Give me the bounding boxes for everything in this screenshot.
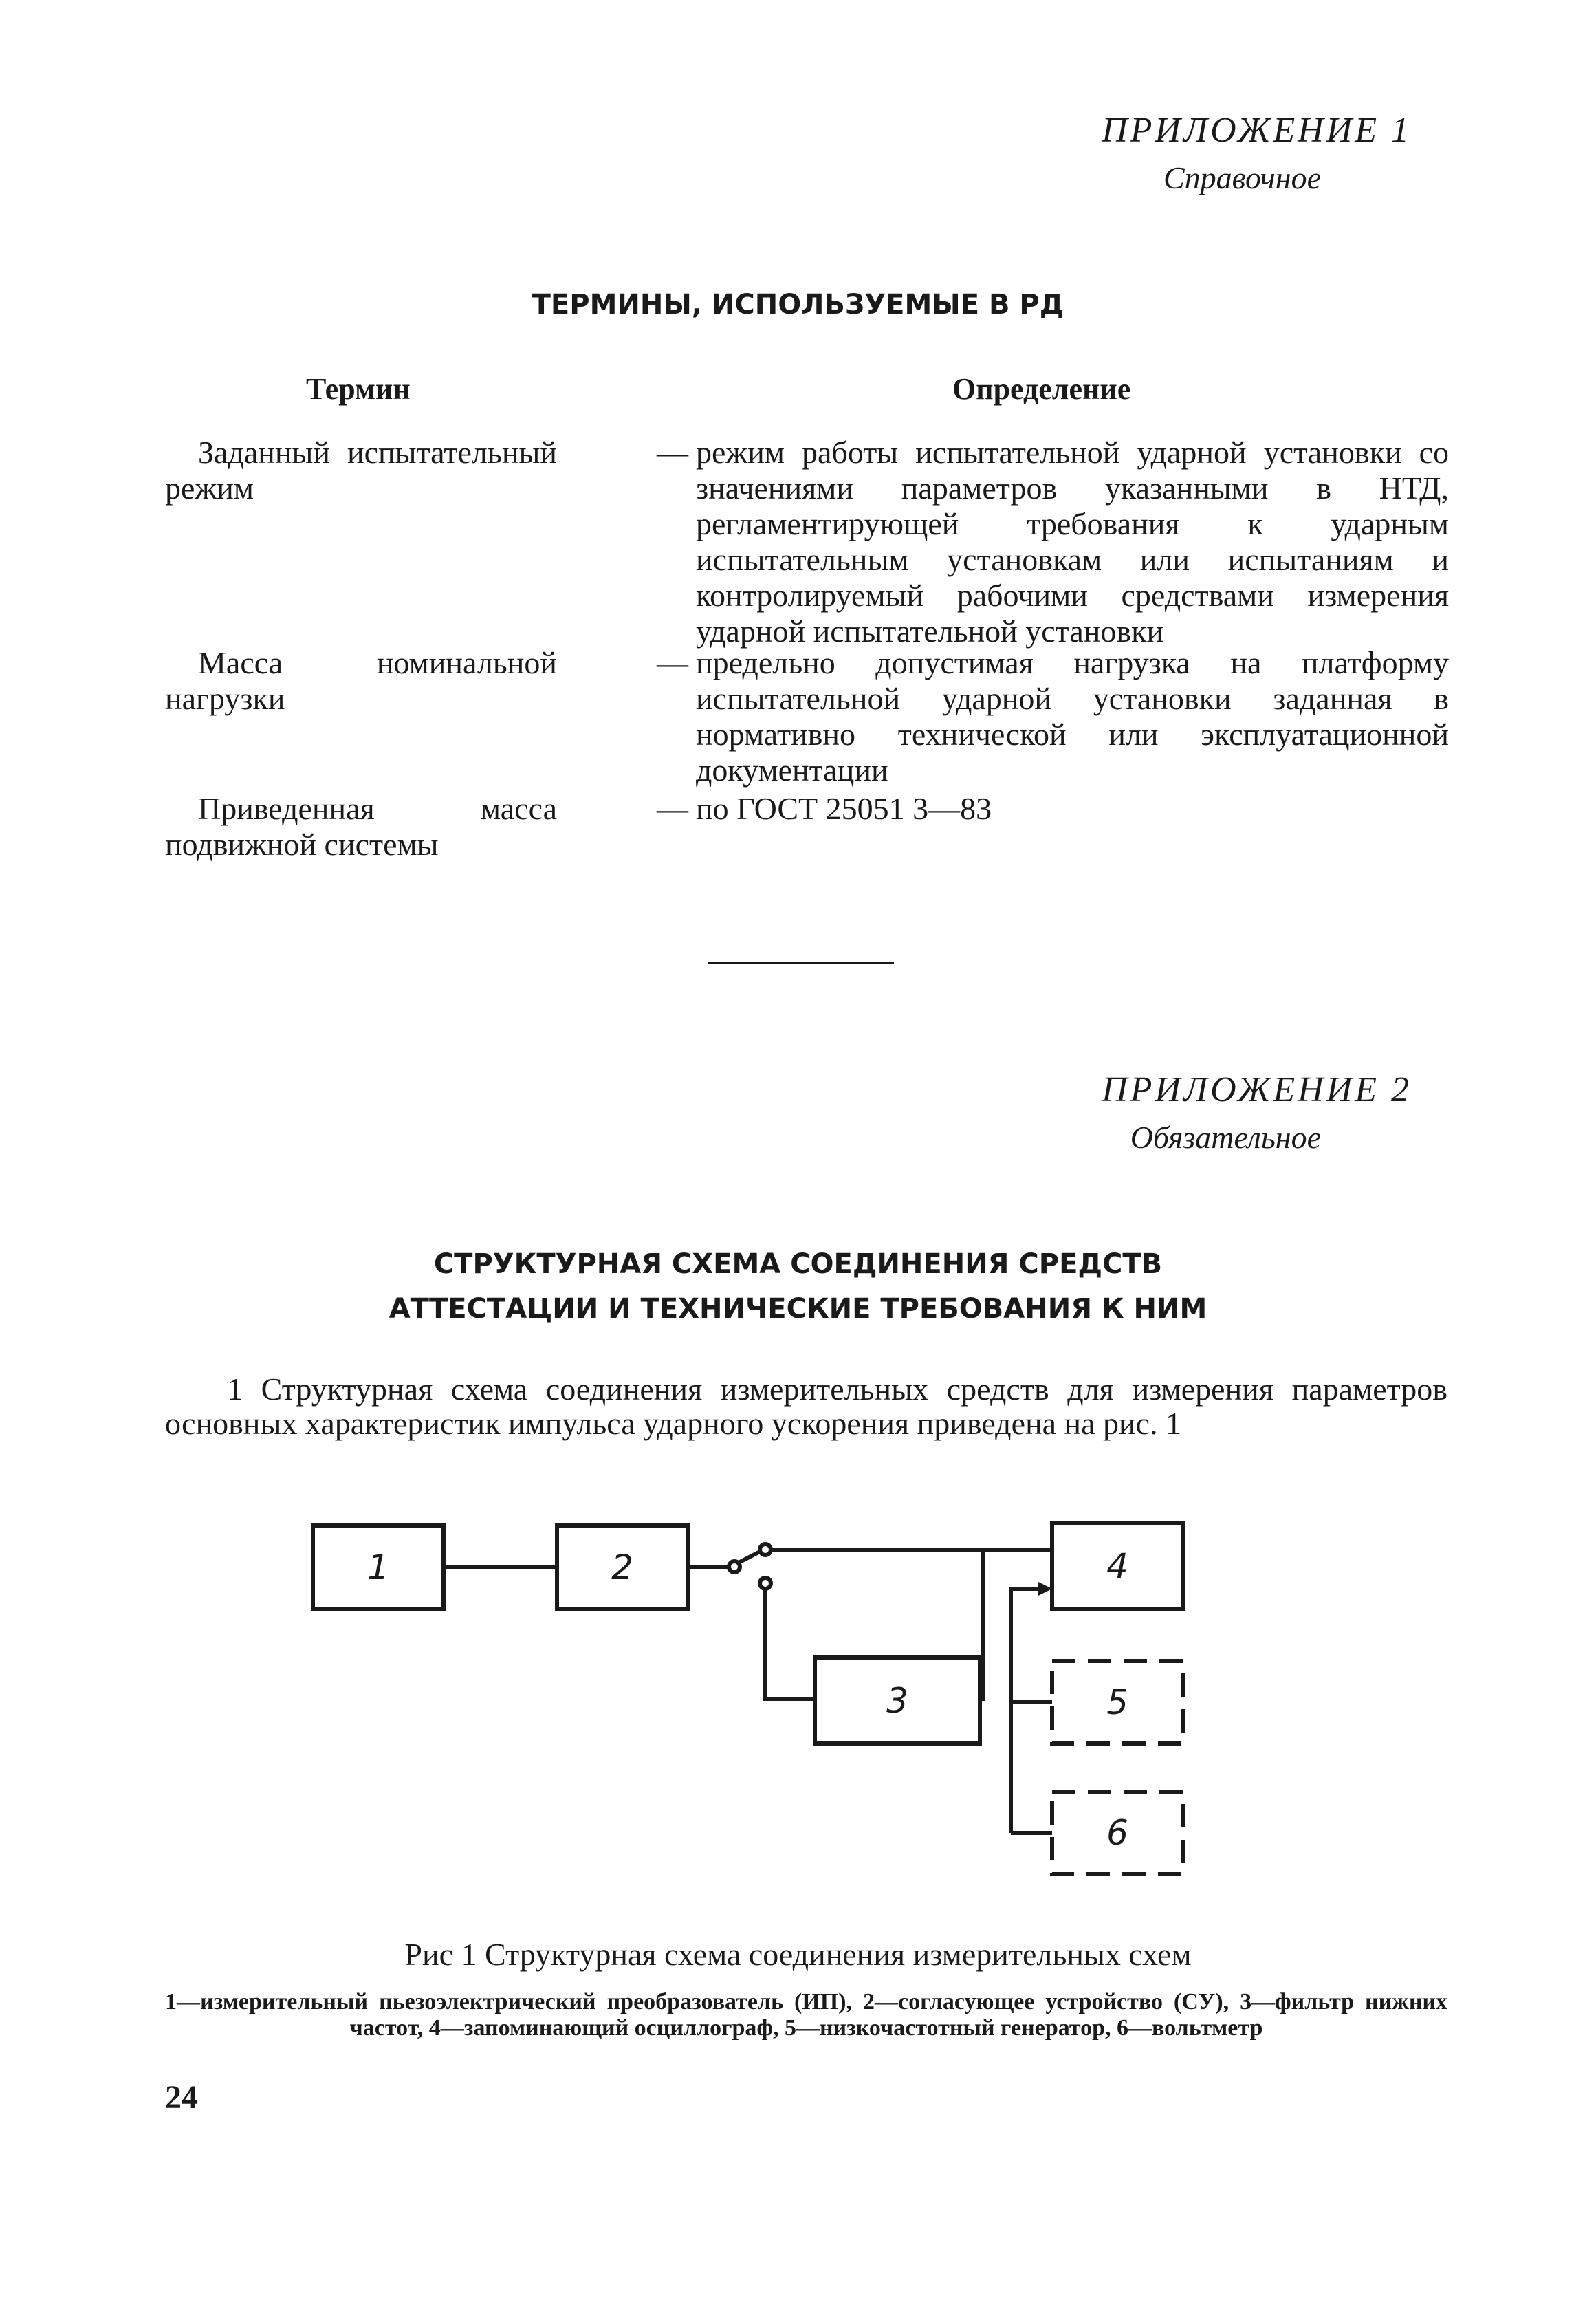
appendix-2-heading-line-2: АТТЕСТАЦИИ И ТЕХНИЧЕСКИЕ ТРЕБОВАНИЯ К НИМ: [389, 1293, 1207, 1325]
body-paragraph: 1 Структурная схема соединения измерительных средств для измерения параметров основных характеристик импульса ударного ускорения приведена на рис. 1: [165, 1371, 1447, 1441]
appendix-2-status: Обязательное: [1130, 1120, 1321, 1155]
switch-contact-upper: [760, 1544, 771, 1555]
switch-blade: [739, 1552, 760, 1563]
appendix-1-status: Справочное: [1163, 160, 1321, 195]
column-header-definition: Определение: [952, 372, 1131, 406]
wire-switch-3: [765, 1589, 815, 1699]
term-text: Масса номинальной нагрузки: [165, 645, 557, 716]
block-5-label: 5: [1106, 1682, 1128, 1722]
term-text: Приведенная масса подвижной системы: [165, 791, 557, 862]
wire-bus: [1011, 1589, 1042, 1833]
switch-contact-lower: [760, 1578, 771, 1589]
block-6-label: 6: [1106, 1813, 1128, 1853]
dash: —: [657, 435, 688, 470]
appendix-1-heading: ТЕРМИНЫ, ИСПОЛЬЗУЕМЫЕ В РД: [532, 289, 1064, 321]
dash: —: [657, 791, 688, 826]
column-header-term: Термин: [306, 372, 411, 406]
term-text: Заданный испытательный режим: [165, 435, 557, 506]
definition-row-3: по ГОСТ 25051 3—83: [696, 791, 992, 826]
block-1-label: 1: [367, 1548, 389, 1587]
page-number: 24: [165, 2079, 198, 2116]
appendix-2-heading-line-1: СТРУКТУРНАЯ СХЕМА СОЕДИНЕНИЯ СРЕДСТВ: [433, 1248, 1163, 1280]
block-3-label: 3: [886, 1681, 908, 1721]
definition-row-1: режим работы испытательной ударной установки со значениями параметров указанными в НТД, регламентирующей требования к ударным испытательным установкам или испытаниям и контролируемый рабочими средствами измерения ударной испытательной установки: [696, 435, 1449, 649]
switch-pivot: [729, 1561, 740, 1572]
appendix-2-title: ПРИЛОЖЕНИЕ 2: [1102, 1070, 1412, 1109]
figure-caption: Рис 1 Структурная схема соединения измерительных схем: [404, 1937, 1192, 1972]
definition-row-2: предельно допустимая нагрузка на платформу испытательной ударной установки заданная в нормативно технической или эксплуатационной документации: [696, 645, 1449, 788]
block-4-label: 4: [1106, 1546, 1128, 1586]
block-2-label: 2: [611, 1548, 633, 1587]
dash: —: [657, 645, 688, 680]
appendix-1-title: ПРИЛОЖЕНИЕ 1: [1102, 111, 1412, 150]
figure-legend: 1—измерительный пьезоэлектрический преобразователь (ИП), 2—согласующее устройство (СУ), 3—фильтр нижних частот, 4—запоминающий осциллограф, 5—низкочастотный генератор, 6—вольтметр: [165, 1989, 1447, 2041]
